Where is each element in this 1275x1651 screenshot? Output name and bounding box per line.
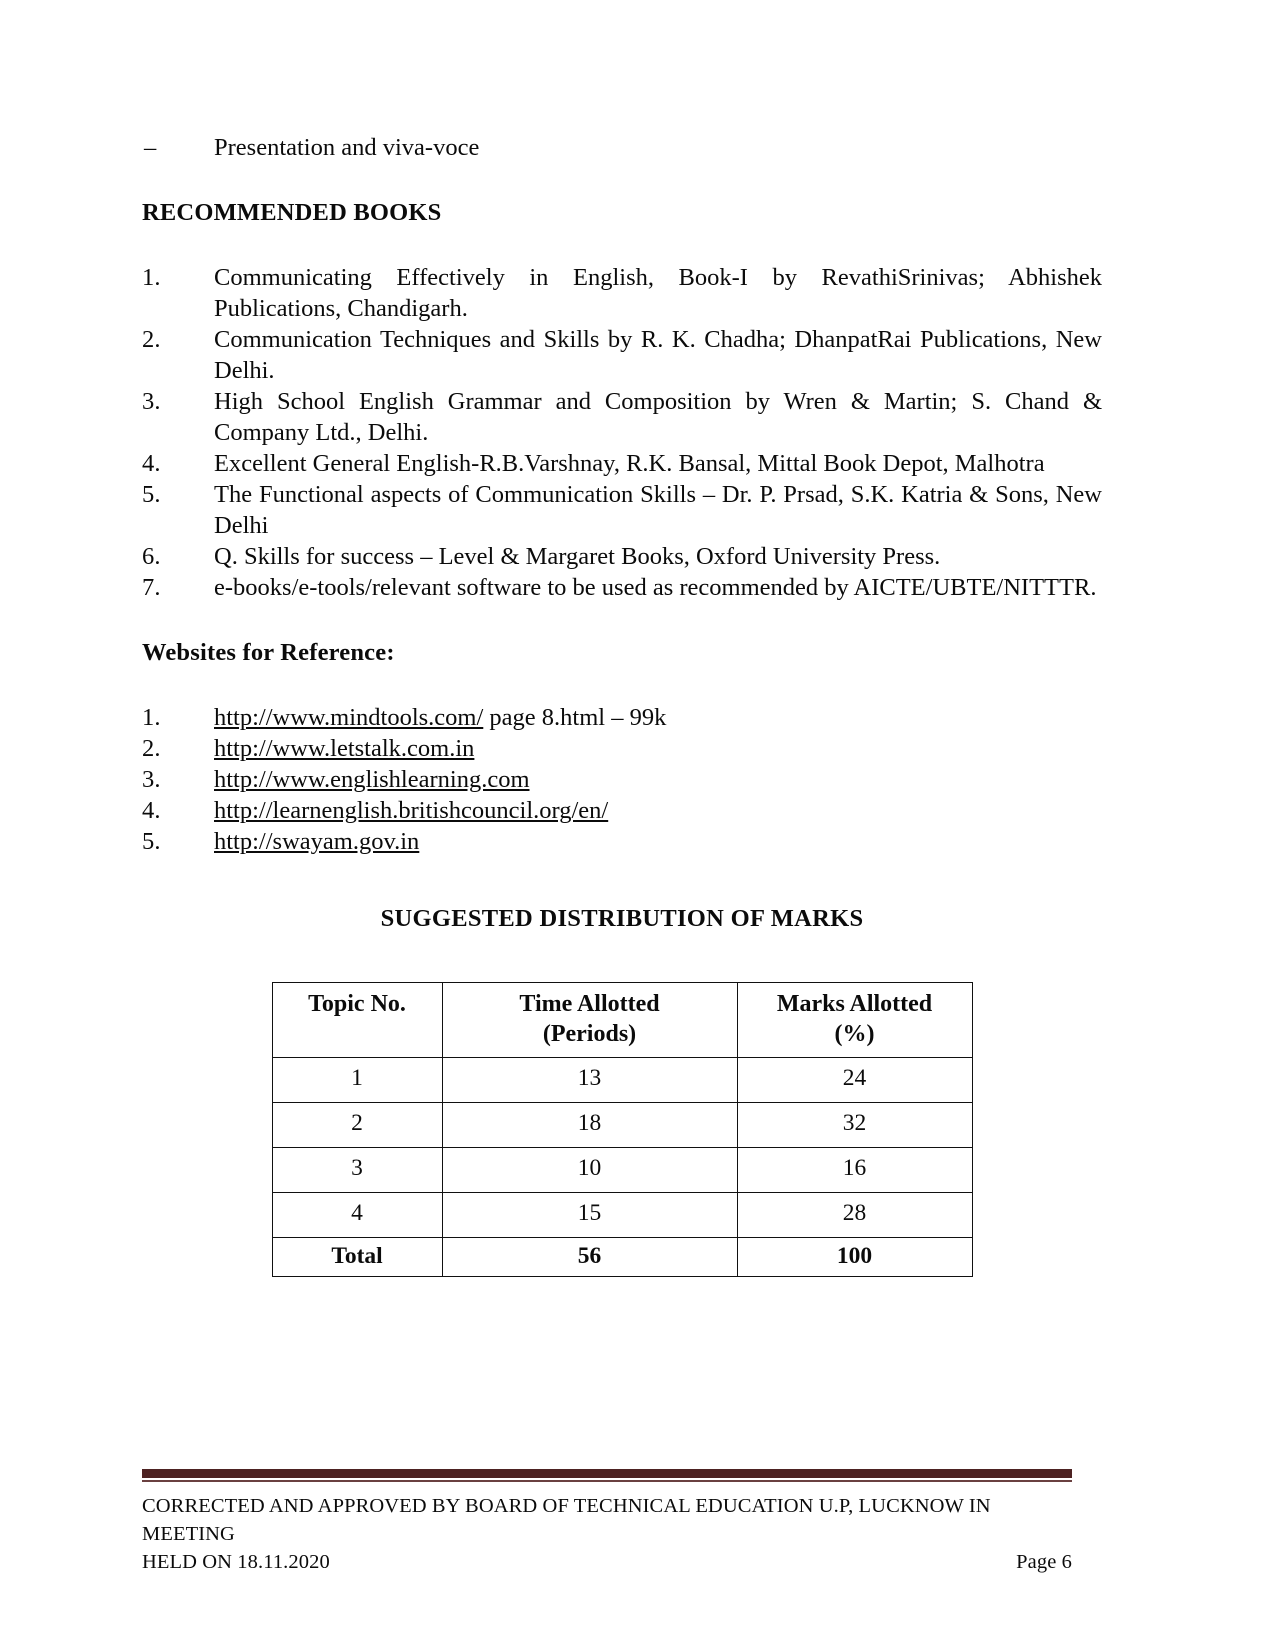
footer-line-2 bbox=[142, 1548, 1072, 1576]
table-header-time bbox=[442, 983, 737, 1058]
spacer bbox=[142, 887, 1102, 903]
cell-total-label: Total bbox=[272, 1238, 442, 1277]
cell-periods: 15 bbox=[442, 1193, 737, 1238]
list-item-marker: 6. bbox=[142, 543, 161, 570]
cell-topic: 3 bbox=[272, 1148, 442, 1193]
marks-table-title: SUGGESTED DISTRIBUTION OF MARKS bbox=[380, 905, 864, 932]
list-item-marker: 4. bbox=[142, 450, 161, 477]
table-total-row bbox=[272, 1238, 972, 1277]
list-item-marker: 3. bbox=[142, 388, 161, 415]
list-item-text: Communication Techniques and Skills by R. K. Chadha; DhanpatRai Publications, New Delhi. bbox=[214, 326, 1102, 384]
spacer bbox=[142, 603, 1102, 637]
header-line-1: Time Allotted bbox=[519, 991, 660, 1017]
marks-table-container bbox=[142, 982, 1102, 1277]
table-row bbox=[272, 1148, 972, 1193]
bullet-text: Presentation and viva-voce bbox=[214, 134, 480, 161]
page-number: Page 6 bbox=[1016, 1550, 1072, 1573]
list-item bbox=[142, 386, 1102, 448]
footer-meeting-date: HELD ON 18.11.2020 bbox=[142, 1550, 330, 1573]
list-item-marker: 5. bbox=[142, 481, 161, 508]
footer-line-1: CORRECTED AND APPROVED BY BOARD OF TECHNICAL EDUCATION U.P, LUCKNOW IN MEETING bbox=[142, 1494, 991, 1545]
footer-rule bbox=[142, 1469, 1072, 1478]
page-content bbox=[142, 132, 1102, 1277]
spacer bbox=[142, 668, 1102, 702]
cell-periods: 13 bbox=[442, 1058, 737, 1103]
table-header-marks bbox=[737, 983, 972, 1058]
table-row bbox=[272, 1193, 972, 1238]
cell-marks: 24 bbox=[737, 1058, 972, 1103]
list-item bbox=[142, 324, 1102, 386]
list-item-text: e-books/e-tools/relevant software to be used as recommended by AICTE/UBTE/NITTTR. bbox=[214, 574, 1097, 601]
list-item-text: The Functional aspects of Communication Skills – Dr. P. Prsad, S.K. Katria & Sons, New Delhi bbox=[214, 481, 1102, 539]
cell-marks: 28 bbox=[737, 1193, 972, 1238]
bullet-line bbox=[142, 132, 1102, 163]
cell-topic: 4 bbox=[272, 1193, 442, 1238]
list-item-text bbox=[214, 733, 1102, 764]
spacer bbox=[142, 857, 1102, 887]
website-link[interactable]: http://swayam.gov.in bbox=[214, 828, 420, 855]
list-item-marker: 7. bbox=[142, 574, 161, 601]
bullet-marker: – bbox=[144, 134, 157, 161]
cell-marks: 32 bbox=[737, 1103, 972, 1148]
cell-topic: 2 bbox=[272, 1103, 442, 1148]
table-header-row bbox=[272, 983, 972, 1058]
recommended-books-list bbox=[142, 262, 1102, 603]
cell-total-periods: 56 bbox=[442, 1238, 737, 1277]
website-link-suffix: page 8.html – 99k bbox=[483, 704, 667, 731]
header-line-2: (%) bbox=[834, 1021, 875, 1047]
marks-distribution-table bbox=[272, 982, 973, 1277]
cell-marks: 16 bbox=[737, 1148, 972, 1193]
website-link[interactable]: http://learnenglish.britishcouncil.org/en/ bbox=[214, 797, 609, 824]
list-item bbox=[142, 262, 1102, 324]
websites-list bbox=[142, 702, 1102, 857]
cell-total-marks: 100 bbox=[737, 1238, 972, 1277]
list-item-marker: 2. bbox=[142, 735, 161, 762]
header-line-2: (Periods) bbox=[542, 1021, 637, 1047]
list-item-marker: 4. bbox=[142, 797, 161, 824]
cell-periods: 18 bbox=[442, 1103, 737, 1148]
list-item-text bbox=[214, 795, 1102, 826]
spacer bbox=[142, 228, 1102, 262]
header-line-1: Marks Allotted bbox=[776, 991, 933, 1017]
spacer bbox=[142, 163, 1102, 197]
list-item bbox=[142, 733, 1102, 764]
footer-hairline bbox=[142, 1480, 1072, 1482]
list-item-marker: 3. bbox=[142, 766, 161, 793]
header-line-1: Topic No. bbox=[308, 991, 406, 1017]
list-item-marker: 2. bbox=[142, 326, 161, 353]
recommended-books-heading: RECOMMENDED BOOKS bbox=[142, 199, 442, 226]
list-item-marker: 5. bbox=[142, 828, 161, 855]
list-item bbox=[142, 764, 1102, 795]
list-item bbox=[142, 541, 1102, 572]
list-item bbox=[142, 479, 1102, 541]
website-link[interactable]: http://www.englishlearning.com bbox=[214, 766, 530, 793]
cell-periods: 10 bbox=[442, 1148, 737, 1193]
website-link[interactable]: http://www.letstalk.com.in bbox=[214, 735, 475, 762]
list-item-text: Communicating Effectively in English, Book-I by RevathiSrinivas; Abhishek Publications, Chandigarh. bbox=[214, 264, 1102, 322]
list-item-text bbox=[214, 702, 1102, 733]
list-item bbox=[142, 795, 1102, 826]
table-header-topic bbox=[272, 983, 442, 1058]
website-link[interactable]: http://www.mindtools.com/ bbox=[214, 704, 484, 731]
list-item-text bbox=[214, 826, 1102, 857]
list-item-text: Q. Skills for success – Level & Margaret Books, Oxford University Press. bbox=[214, 543, 941, 570]
list-item-marker: 1. bbox=[142, 264, 161, 291]
list-item-text: High School English Grammar and Composition by Wren & Martin; S. Chand & Company Ltd., Delhi. bbox=[214, 388, 1102, 446]
page-footer bbox=[142, 1469, 1072, 1576]
cell-topic: 1 bbox=[272, 1058, 442, 1103]
list-item-text bbox=[214, 764, 1102, 795]
list-item bbox=[142, 572, 1102, 603]
list-item-text: Excellent General English-R.B.Varshnay, R.K. Bansal, Mittal Book Depot, Malhotra bbox=[214, 450, 1045, 477]
table-row bbox=[272, 1103, 972, 1148]
list-item-marker: 1. bbox=[142, 704, 161, 731]
websites-heading: Websites for Reference: bbox=[142, 639, 395, 666]
table-row bbox=[272, 1058, 972, 1103]
list-item bbox=[142, 448, 1102, 479]
list-item bbox=[142, 826, 1102, 857]
list-item bbox=[142, 702, 1102, 733]
